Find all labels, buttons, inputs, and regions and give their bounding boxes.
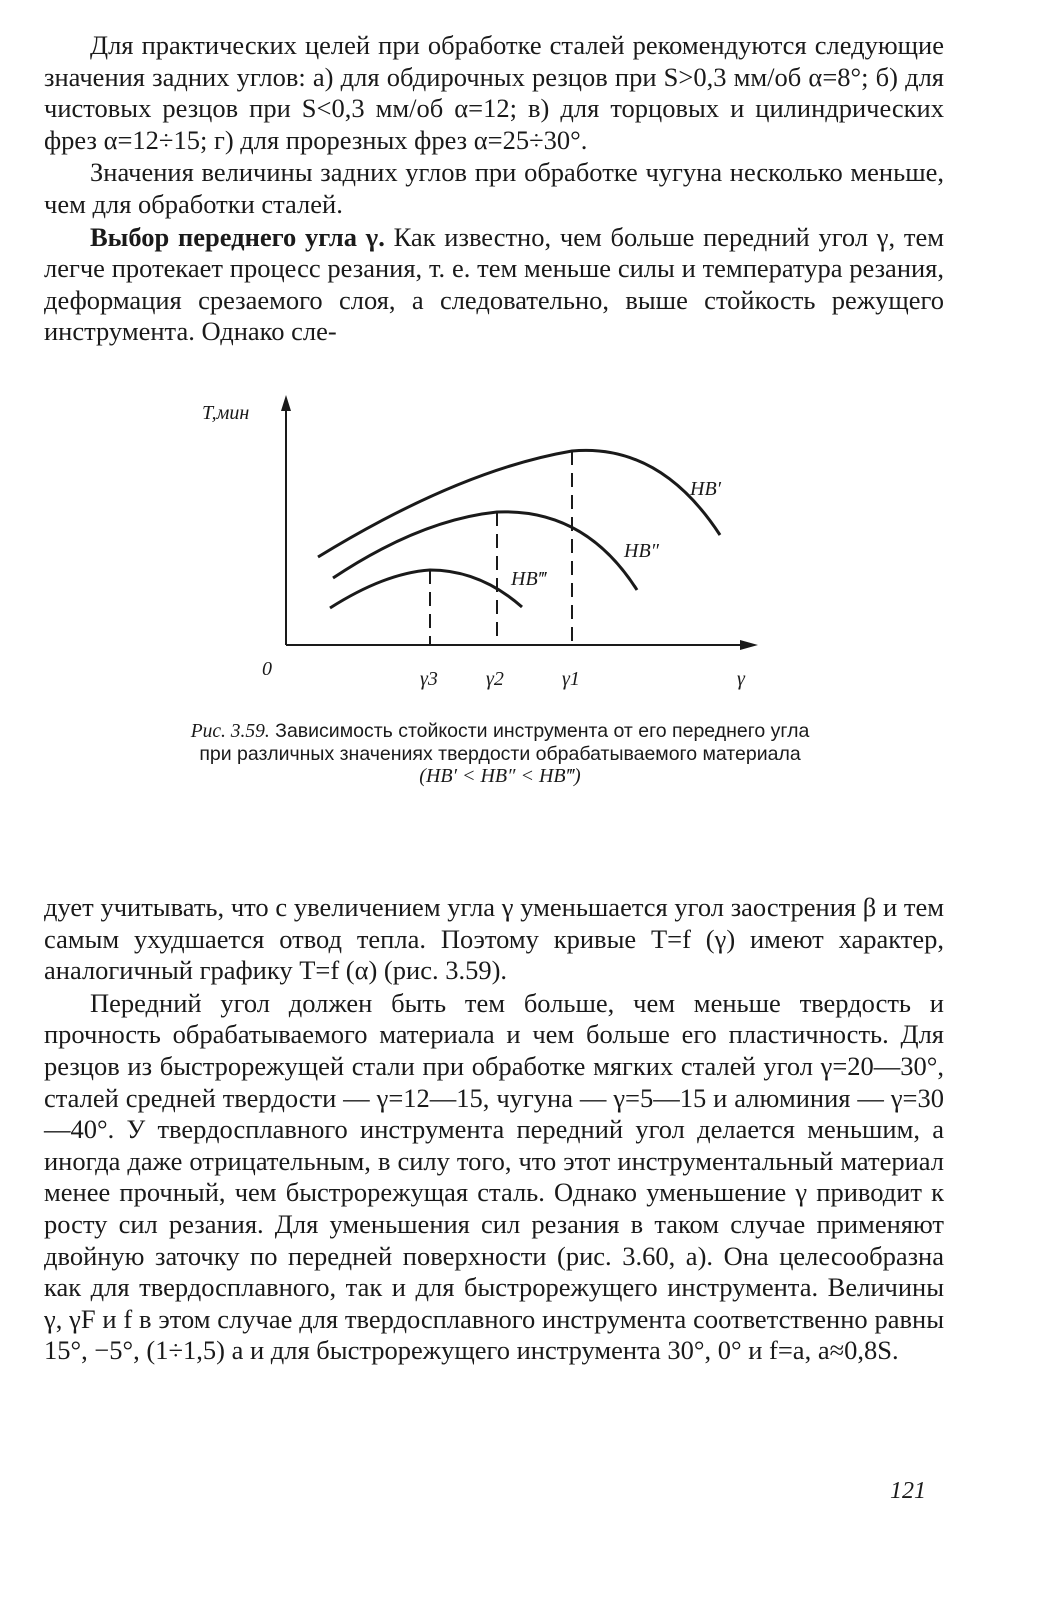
paragraph-rake-angle [44,222,944,348]
curve-label-hb2: HB″ [624,540,659,562]
curve-hb3 [330,570,522,608]
section-heading: Выбор переднего угла γ. [90,221,385,252]
curve-label-hb1: HB′ [690,478,722,500]
curve-hb1 [318,450,720,557]
y-axis-label: T,мин [202,402,250,424]
paragraph-cast-iron: Значения величины задних углов при обработке чугуна несколько меньше, чем для обработки сталей. [44,157,944,219]
tick-label-gamma1: γ1 [562,668,580,690]
paragraph-rear-angles: Для практических целей при обработке сталей рекомендуются следующие значения задних углов: а) для обдирочных резцов при S>0,3 мм/об α=8°; б) для чистовых резцов при S<0,3 мм/об α=12; в) для торцовых и цилиндрических фрез α=12÷15; г) для прорезных фрез α=25÷30°. [44,30,944,155]
y-axis-arrow [281,395,291,411]
text-top [44,30,944,348]
figure-caption [190,720,810,787]
tick-label-gamma2: γ2 [486,668,504,690]
caption-text: Зависимость стойкости инструмента от его переднего угла при различных значениях твердости обрабатываемого материала [199,720,810,765]
page-number: 121 [890,1478,926,1504]
paragraph-rake-values: Передний угол должен быть тем больше, чем меньше твердость и прочность обрабатываемого материала и чем больше его пластичность. Для резцов из быстрорежущей стали при обработке мягких сталей угол γ=20—30°, сталей средней твердости — γ=12—15, чугуна — γ=5—15 и алюминия — γ=30—40°. У твердосплавного инструмента передний угол делается меньшим, а иногда даже отрицательным, в силу того, что этот инструментальный материал менее прочный, чем быстрорежущая сталь. Однако уменьшение γ приводит к росту сил резания. Для уменьшения сил резания в таком случае применяют двойную заточку по передней поверхности (рис. 3.60, а). Она целесообразна как для твердосплавного, так и для быстрорежущего инструмента. Величины γ, γF и f в этом случае для твердосплавного инструмента соответственно равны 15°, −5°, (1÷1,5) а и для быстрорежущего инструмента 30°, 0° и f=а, а≈0,8S. [44,987,944,1366]
curve-label-hb3: HB‴ [511,568,547,590]
origin-label: 0 [262,658,272,680]
caption-number: Рис. 3.59. [190,721,270,742]
paragraph-continuation: дует учитывать, что с увеличением угла γ уменьшается угол заострения β и тем самым ухудшается отвод тепла. Поэтому кривые T=f (γ) имеют характер, аналогичный графику T=f (α) (рис. 3.59). [44,892,944,986]
figure-tool-life-graph [0,385,1043,705]
x-axis-arrow [740,640,758,650]
x-axis-label: γ [737,668,745,690]
section-text: Как известно, чем больше передний угол γ, тем легче протекает процесс резания, т. е. тем меньше силы и температура резания, деформация срезаемого слоя, а следовательно, выше стойкость режущего инструмента. Однако сле- [44,221,944,347]
text-bottom [44,892,944,1367]
caption-condition: (HB′ < HB″ < HB‴) [419,765,581,787]
tick-label-gamma3: γ3 [420,668,438,690]
